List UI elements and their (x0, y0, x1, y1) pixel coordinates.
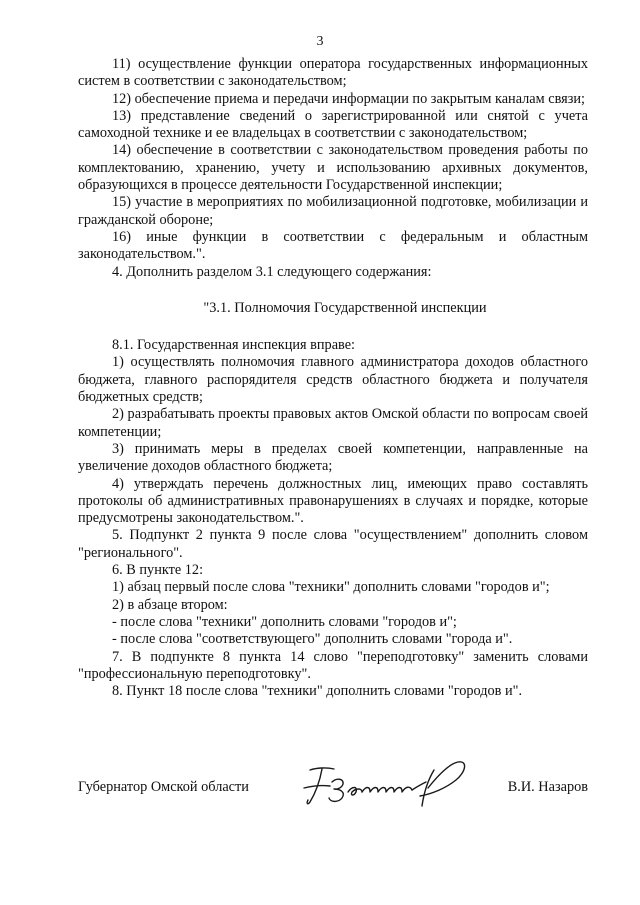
list-item-15: 15) участие в мероприятиях по мобилизационной подготовке, мобилизации и гражданской обороне; (78, 194, 588, 228)
section-intro: 8.1. Государственная инспекция вправе: (112, 337, 356, 354)
signer-name: В.И. Назаров (507, 779, 588, 795)
list-item-13: 13) представление сведений о зарегистрированной или снятой с учета самоходной технике и ее владельцах в соответствии с законодательством; (78, 107, 588, 142)
amendment-item-6-1: 1) абзац первый после слова "техники" дополнить словами "городов и"; (112, 579, 550, 596)
amendment-item-6-2: 2) в абзаце втором: (112, 596, 228, 613)
power-item-4: 4) утверждать перечень должностных лиц, имеющих право составлять протоколы об административных правонарушениях в случаях и порядке, которые предусмотрены законодательством.". (78, 475, 588, 527)
document-body (78, 56, 588, 700)
amendment-item-6: 6. В пункте 12: (112, 562, 204, 579)
amendment-item-4: 4. Дополнить разделом 3.1 следующего содержания: (112, 263, 432, 280)
signer-position: Губернатор Омской области (78, 779, 249, 795)
amendment-item-6-2-a: - после слова "техники" дополнить словами "городов и"; (112, 613, 457, 630)
section-heading: "3.1. Полномочия Государственной инспекции (203, 299, 487, 316)
power-item-3: 3) принимать меры в пределах своей компетенции, направленные на увеличение доходов областного бюджета; (78, 440, 588, 475)
page-number: 3 (316, 34, 324, 49)
amendment-item-8: 8. Пункт 18 после слова "техники" дополнить словами "городов и". (112, 683, 523, 700)
list-item-16: 16) иные функции в соответствии с федеральным и областным законодательством.". (78, 228, 588, 263)
signature-block (78, 764, 588, 824)
handwritten-signature (296, 758, 476, 814)
power-item-2: 2) разрабатывать проекты правовых актов Омской области по вопросам своей компетенции; (78, 406, 588, 440)
list-item-14: 14) обеспечение в соответствии с законодательством проведения работы по комплектованию, хранению, учету и использованию архивных документов, образующихся в процессе деятельности Государственной инспекции; (78, 142, 588, 194)
amendment-item-7: 7. В подпункте 8 пункта 14 слово "переподготовку" заменить словами "профессиональную переподготовку". (78, 648, 588, 682)
amendment-item-5: 5. Подпункт 2 пункта 9 после слова "осуществлением" дополнить словом "регионального". (78, 527, 588, 561)
amendment-item-6-2-b: - после слова "соответствующего" дополнить словами "города и". (112, 631, 513, 648)
list-item-11: 11) осуществление функции оператора государственных информационных систем в соответствии с законодательством; (78, 56, 588, 90)
power-item-1: 1) осуществлять полномочия главного администратора доходов областного бюджета, главного распорядителя средств областного бюджета и получателя бюджетных средств; (78, 354, 588, 406)
list-item-12: 12) обеспечение приема и передачи информации по закрытым каналам связи; (112, 90, 586, 107)
